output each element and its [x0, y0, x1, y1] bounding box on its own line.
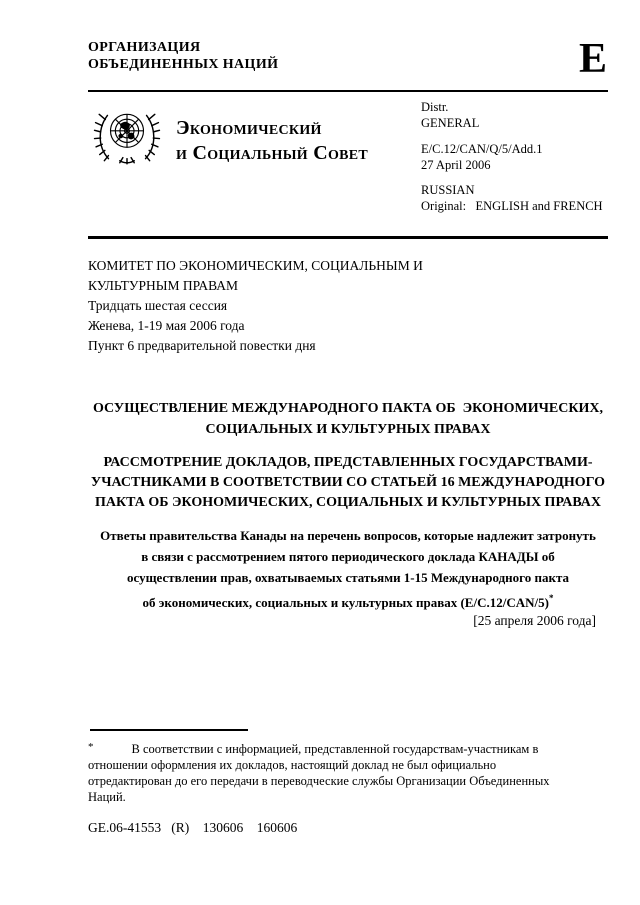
- council-name-line2: и Социальный Совет: [176, 142, 369, 164]
- session-place-dates: Женева, 1-19 мая 2006 года: [88, 318, 245, 333]
- distr-value: GENERAL: [421, 116, 480, 130]
- session-number: Тридцать шестая сессия: [88, 298, 228, 313]
- footnote-line2: отношении оформления их докладов, настоящий доклад не был официально: [88, 758, 497, 772]
- report-consideration-title: [88, 453, 608, 513]
- subtitle-line-last: об экономических, социальных и культурных правах (E/C.12/CAN/5)*: [142, 593, 554, 610]
- subtitle-line: осуществлении прав, охватываемых статьями 1-15 Международного пакта: [126, 570, 570, 585]
- footnote-line3: отредактирован до его передачи в переводческие службы Организации Объединенных: [88, 774, 550, 788]
- header-divider-rule: [88, 90, 608, 92]
- document-language: RUSSIAN: [421, 183, 475, 197]
- document-series-letter: E: [579, 36, 608, 82]
- subtitle-line: в связи с рассмотрением пятого периодического доклада КАНАДЫ об: [141, 549, 555, 564]
- document-title: [88, 398, 608, 440]
- subtitle-line: Ответы правительства Канады на перечень вопросов, которые надлежит затронуть: [100, 528, 596, 543]
- footnote: [88, 739, 612, 805]
- original-language-line: Original: ENGLISH and FRENCH: [421, 199, 603, 213]
- document-date: 27 April 2006: [421, 158, 491, 172]
- org-name-line1: ОРГАНИЗАЦИЯ: [88, 40, 201, 55]
- title-line: ОСУЩЕСТВЛЕНИЕ МЕЖДУНАРОДНОГО ПАКТА ОБ ЭКОНОМИЧЕСКИХ,: [92, 401, 604, 416]
- document-symbol-block: [421, 141, 543, 173]
- footnote-marker: *: [88, 741, 94, 753]
- title-line: СОЦИАЛЬНЫХ И КУЛЬТУРНЫХ ПРАВАХ: [205, 422, 491, 437]
- section-divider-rule: [88, 236, 608, 239]
- council-name-line1: Экономический: [176, 117, 322, 139]
- committee-name-line2: КУЛЬТУРНЫМ ПРАВАМ: [88, 278, 239, 293]
- footnote-reference-marker: *: [548, 593, 554, 603]
- org-name: [88, 39, 278, 73]
- un-emblem-icon: [93, 102, 161, 170]
- footnote-separator: [90, 729, 248, 731]
- committee-session-block: [88, 256, 423, 356]
- agenda-item: Пункт 6 предварительной повестки дня: [88, 338, 316, 353]
- submission-date: [25 апреля 2006 года]: [473, 613, 596, 628]
- document-id-line: GE.06-41553 (R) 130606 160606: [88, 820, 298, 835]
- org-name-line2: ОБЪЕДИНЕННЫХ НАЦИЙ: [88, 57, 279, 72]
- title-line: РАССМОТРЕНИЕ ДОКЛАДОВ, ПРЕДСТАВЛЕННЫХ ГОСУДАРСТВАМИ-: [103, 455, 593, 470]
- distribution-block: [421, 99, 479, 131]
- committee-name-line1: КОМИТЕТ ПО ЭКОНОМИЧЕСКИМ, СОЦИАЛЬНЫМ И: [88, 258, 423, 273]
- language-block: [421, 182, 603, 214]
- footnote-line1: * В соответствии с информацией, представленной государствам-участникам в: [88, 741, 539, 756]
- document-subtitle: [88, 525, 608, 613]
- document-symbol: E/C.12/CAN/Q/5/Add.1: [421, 142, 543, 156]
- council-name: [176, 116, 368, 166]
- distr-label: Distr.: [421, 100, 449, 114]
- title-line: УЧАСТНИКАМИ В СООТВЕТСТВИИ СО СТАТЬЕЙ 16 МЕЖДУНАРОДНОГО: [90, 475, 606, 490]
- footnote-line4: Наций.: [88, 790, 126, 804]
- title-line: ПАКТА ОБ ЭКОНОМИЧЕСКИХ, СОЦИАЛЬНЫХ И КУЛЬТУРНЫХ ПРАВАХ: [95, 495, 601, 510]
